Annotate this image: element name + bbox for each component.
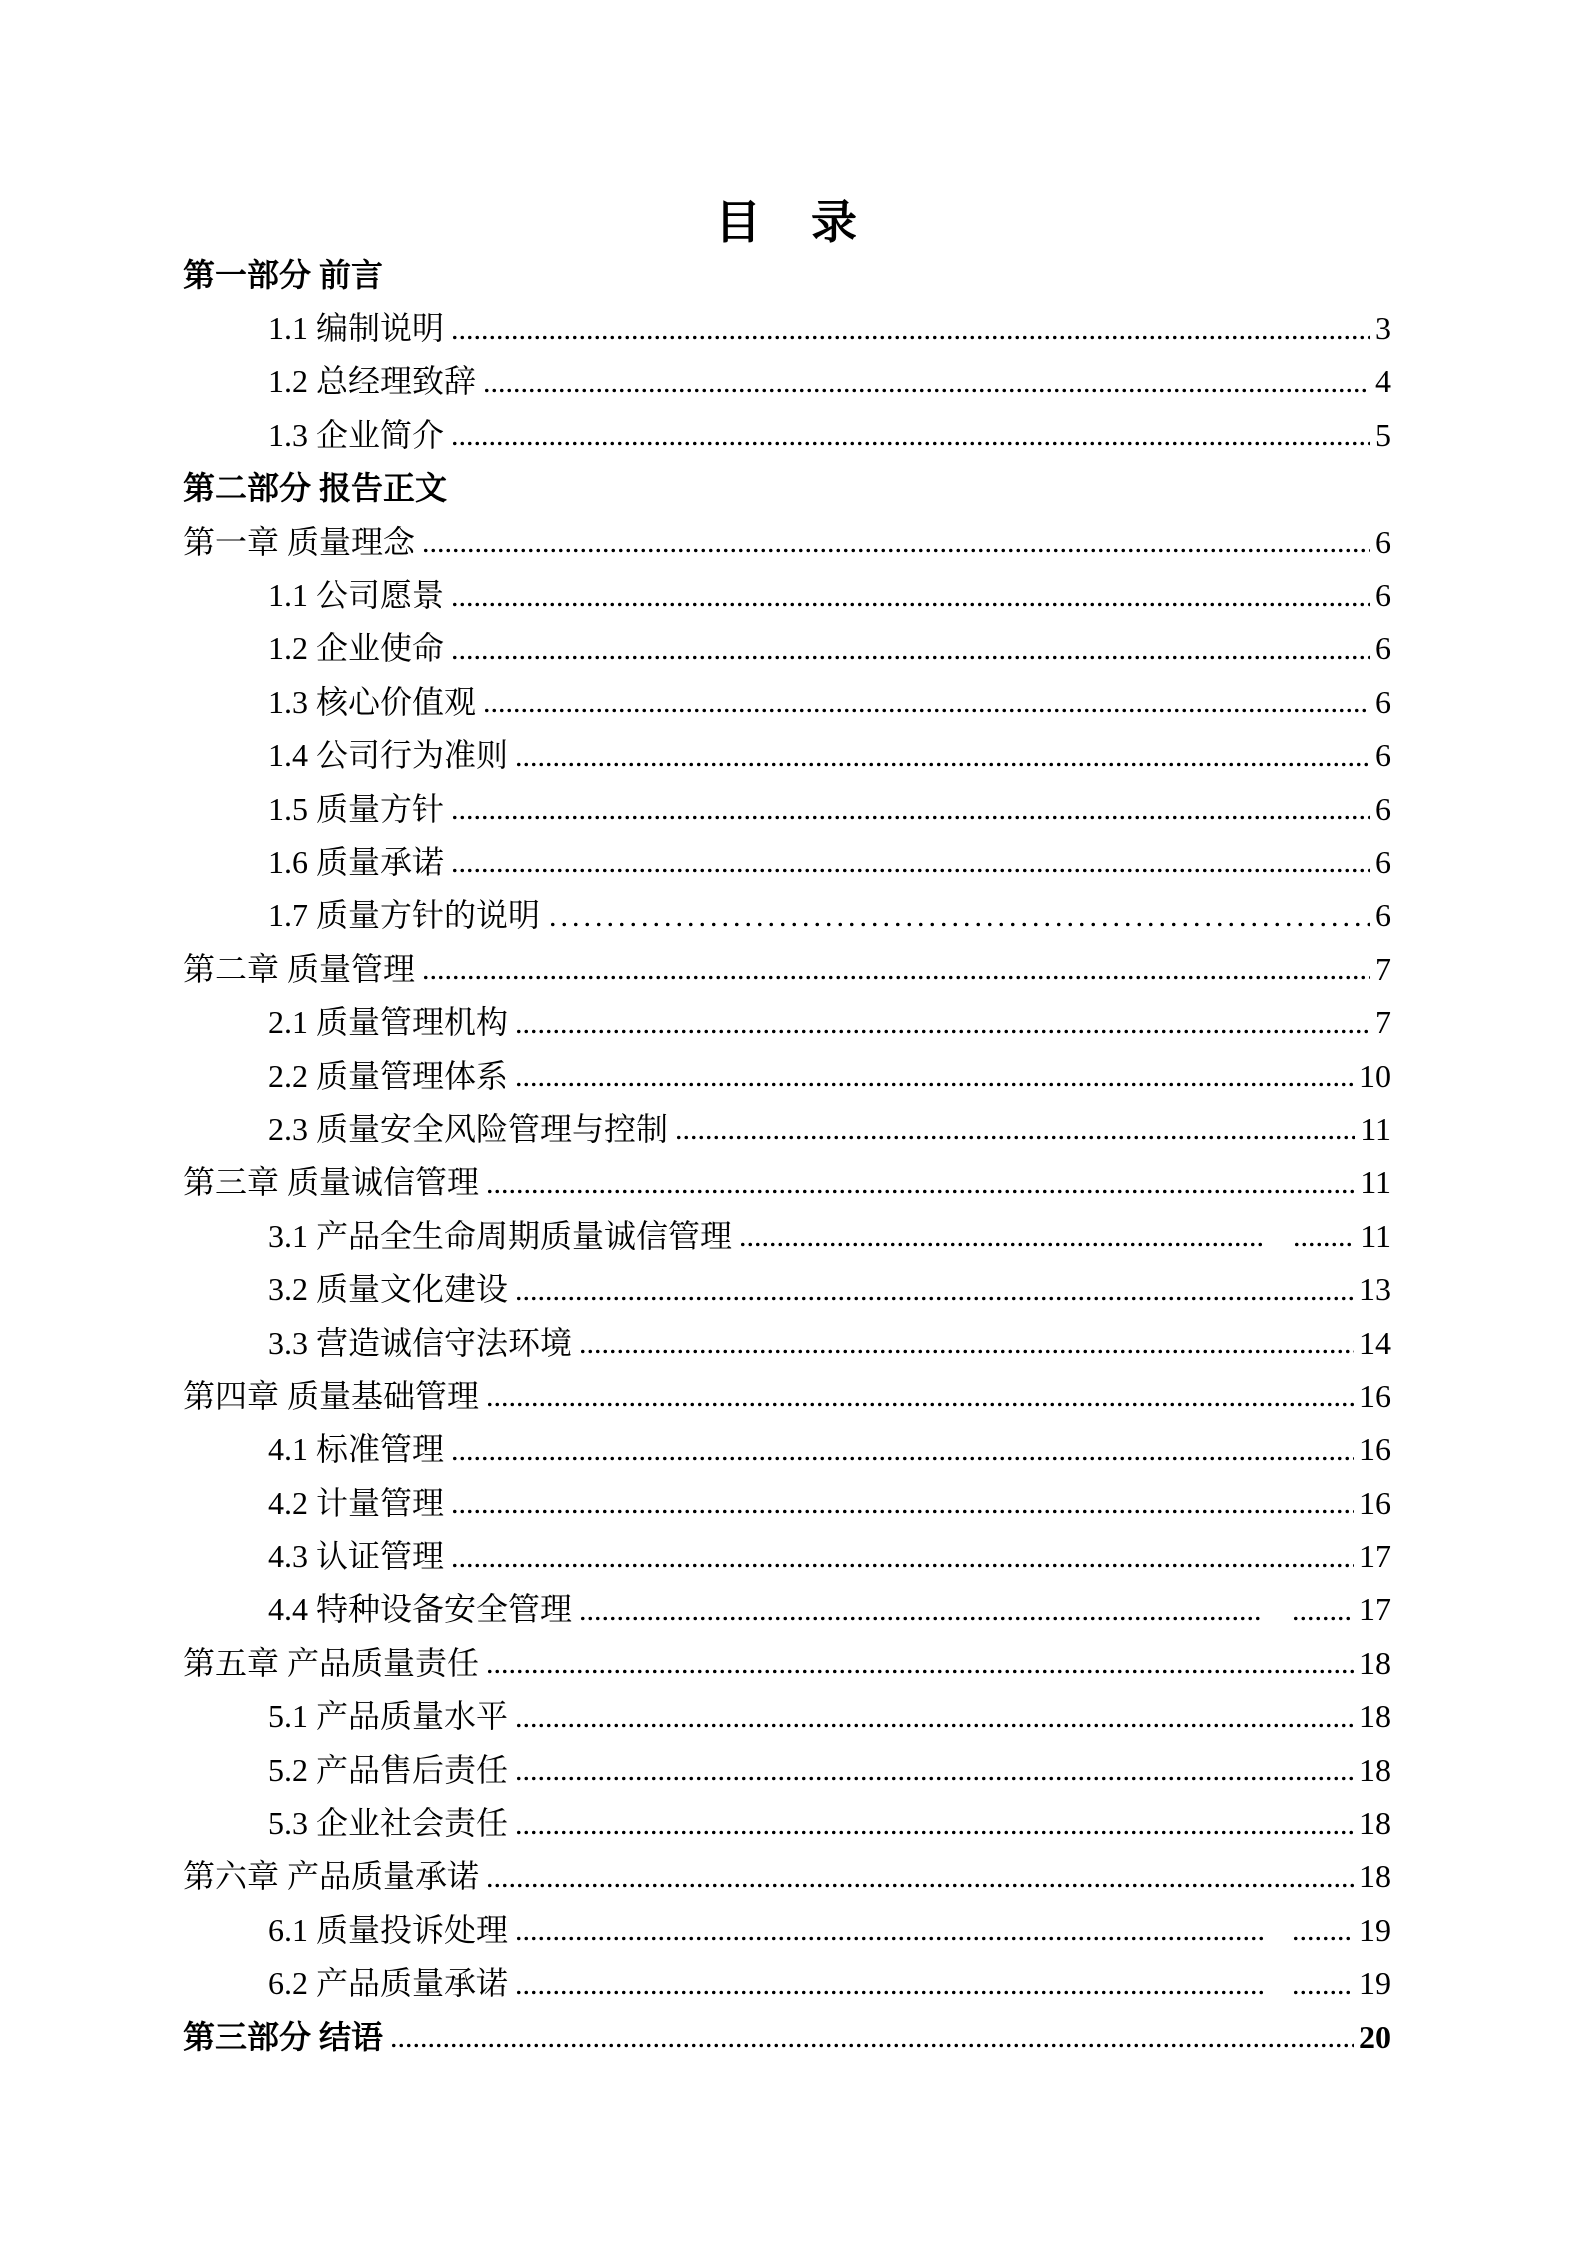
toc-entry-label: 第一章 质量理念 <box>183 523 416 560</box>
toc-entry <box>183 1903 1391 1956</box>
page-number: 7 <box>1375 1004 1391 1041</box>
page-number: 6 <box>1375 790 1391 827</box>
dot-leader <box>515 1990 1263 1995</box>
dot-leader <box>1292 1936 1354 1941</box>
toc-entry-label: 1.2 企业使命 <box>268 630 445 667</box>
toc-entry-label: 第三章 质量诚信管理 <box>183 1164 480 1201</box>
dot-leader <box>547 922 1370 927</box>
dot-leader <box>515 762 1370 767</box>
toc-entry-label: 4.3 认证管理 <box>268 1538 445 1575</box>
toc-entry-label: 1.2 总经理致辞 <box>268 363 477 400</box>
leader-gap <box>1268 1981 1292 1986</box>
dot-leader <box>451 1509 1354 1514</box>
dot-leader <box>515 1029 1370 1034</box>
page-number: 18 <box>1359 1644 1391 1681</box>
toc-entry-label: 6.1 质量投诉处理 <box>268 1911 509 1948</box>
dot-leader <box>579 1616 1263 1621</box>
toc-entry-label: 2.2 质量管理体系 <box>268 1057 509 1094</box>
leader-gap <box>1268 1927 1292 1932</box>
toc-entry-label: 1.4 公司行为准则 <box>268 737 509 774</box>
toc-entry <box>183 622 1391 675</box>
dot-leader <box>422 548 1370 553</box>
dot-leader <box>451 868 1370 873</box>
toc-entry-label: 3.2 质量文化建设 <box>268 1271 509 1308</box>
page-number: 6 <box>1375 737 1391 774</box>
toc-entry <box>183 1476 1391 1529</box>
page-number: 11 <box>1360 1164 1391 1201</box>
toc-entry-label: 2.1 质量管理机构 <box>268 1004 509 1041</box>
dot-leader <box>451 655 1370 660</box>
page-number: 6 <box>1375 843 1391 880</box>
page-number: 4 <box>1375 363 1391 400</box>
toc-entry <box>183 515 1391 568</box>
toc-entry <box>183 1796 1391 1849</box>
page-number: 11 <box>1360 1110 1391 1147</box>
page-number: 14 <box>1359 1324 1391 1361</box>
dot-leader <box>451 335 1370 340</box>
toc-title: 目 录 <box>715 197 859 248</box>
dot-leader <box>515 1723 1354 1728</box>
dot-leader <box>515 1082 1354 1087</box>
page-number: 16 <box>1359 1377 1391 1414</box>
toc-entry-label: 6.2 产品质量承诺 <box>268 1965 509 2002</box>
dot-leader <box>486 1669 1354 1674</box>
page-number: 6 <box>1375 683 1391 720</box>
dot-leader <box>515 1830 1354 1835</box>
page-number: 20 <box>1359 2018 1391 2055</box>
toc-entry <box>183 1262 1391 1315</box>
leader-gap <box>1269 1233 1293 1238</box>
toc-list <box>183 248 1391 2063</box>
toc-entry-label: 第三部分 结语 <box>183 2018 384 2055</box>
toc-entry-label: 1.3 企业简介 <box>268 416 445 453</box>
toc-entry <box>183 355 1391 408</box>
page-number: 11 <box>1360 1217 1391 1254</box>
toc-entry <box>183 729 1391 782</box>
page-number: 7 <box>1375 950 1391 987</box>
toc-entry-label: 3.3 营造诚信守法环境 <box>268 1324 573 1361</box>
toc-entry <box>183 889 1391 942</box>
toc-entry <box>183 1850 1391 1903</box>
page-number: 18 <box>1359 1858 1391 1895</box>
toc-entry <box>183 1636 1391 1689</box>
toc-entry <box>183 301 1391 354</box>
dot-leader <box>1292 1616 1354 1621</box>
page-number: 18 <box>1359 1805 1391 1842</box>
page-number: 16 <box>1359 1484 1391 1521</box>
dot-leader <box>515 1296 1354 1301</box>
dot-leader <box>1292 1990 1354 1995</box>
toc-entry <box>183 1743 1391 1796</box>
page-number: 19 <box>1359 1911 1391 1948</box>
page-number: 6 <box>1375 630 1391 667</box>
dot-leader <box>483 388 1370 393</box>
dot-leader <box>675 1135 1355 1140</box>
dot-leader <box>483 708 1370 713</box>
dot-leader <box>451 1456 1354 1461</box>
toc-entry-label: 1.3 核心价值观 <box>268 683 477 720</box>
toc-entry <box>183 568 1391 621</box>
toc-entry <box>183 248 1391 301</box>
dot-leader <box>451 602 1370 607</box>
toc-entry-label: 4.2 计量管理 <box>268 1484 445 1521</box>
toc-entry-label: 第二部分 报告正文 <box>183 470 448 507</box>
toc-entry-label: 1.6 质量承诺 <box>268 843 445 880</box>
toc-entry-label: 3.1 产品全生命周期质量诚信管理 <box>268 1217 733 1254</box>
toc-entry <box>183 1102 1391 1155</box>
toc-entry-label: 5.3 企业社会责任 <box>268 1805 509 1842</box>
toc-entry-label: 5.2 产品售后责任 <box>268 1751 509 1788</box>
leader-gap <box>1268 1607 1292 1612</box>
toc-entry <box>183 1529 1391 1582</box>
toc-entry <box>183 1316 1391 1369</box>
dot-leader <box>1293 1242 1355 1247</box>
toc-entry <box>183 1583 1391 1636</box>
toc-entry <box>183 1156 1391 1209</box>
toc-entry <box>183 1209 1391 1262</box>
page-number: 13 <box>1359 1271 1391 1308</box>
toc-entry <box>183 1423 1391 1476</box>
toc-entry-label: 1.1 编制说明 <box>268 310 445 347</box>
toc-entry-label: 2.3 质量安全风险管理与控制 <box>268 1110 669 1147</box>
toc-entry <box>183 942 1391 995</box>
dot-leader <box>515 1936 1263 1941</box>
dot-leader <box>515 1776 1354 1781</box>
toc-entry <box>183 675 1391 728</box>
dot-leader <box>422 975 1370 980</box>
toc-entry-label: 5.1 产品质量水平 <box>268 1698 509 1735</box>
dot-leader <box>579 1349 1354 1354</box>
toc-entry <box>183 2010 1391 2063</box>
toc-entry-label: 4.1 标准管理 <box>268 1431 445 1468</box>
toc-entry-label: 4.4 特种设备安全管理 <box>268 1591 573 1628</box>
page-number: 6 <box>1375 897 1391 934</box>
toc-entry <box>183 1690 1391 1743</box>
toc-entry-label: 1.7 质量方针的说明 <box>268 897 541 934</box>
toc-entry-label: 1.5 质量方针 <box>268 790 445 827</box>
page-number: 19 <box>1359 1965 1391 2002</box>
toc-entry <box>183 1957 1391 2010</box>
toc-entry-label: 第六章 产品质量承诺 <box>183 1858 480 1895</box>
page-number: 18 <box>1359 1698 1391 1735</box>
dot-leader <box>486 1402 1354 1407</box>
page-number: 3 <box>1375 310 1391 347</box>
page-number: 17 <box>1359 1538 1391 1575</box>
dot-leader <box>390 2043 1354 2048</box>
toc-entry <box>183 408 1391 461</box>
toc-entry <box>183 835 1391 888</box>
toc-entry-label: 1.1 公司愿景 <box>268 577 445 614</box>
toc-entry-label: 第一部分 前言 <box>183 256 384 293</box>
dot-leader <box>451 1563 1354 1568</box>
toc-entry-label: 第二章 质量管理 <box>183 950 416 987</box>
page-number: 6 <box>1375 577 1391 614</box>
toc-entry <box>183 462 1391 515</box>
page-number: 6 <box>1375 523 1391 560</box>
page-number: 17 <box>1359 1591 1391 1628</box>
toc-entry <box>183 995 1391 1048</box>
dot-leader <box>451 441 1370 446</box>
toc-entry <box>183 782 1391 835</box>
page-number: 16 <box>1359 1431 1391 1468</box>
toc-entry <box>183 1049 1391 1102</box>
dot-leader <box>739 1242 1264 1247</box>
page-number: 10 <box>1359 1057 1391 1094</box>
page-number: 5 <box>1375 416 1391 453</box>
dot-leader <box>451 815 1370 820</box>
toc-entry-label: 第四章 质量基础管理 <box>183 1377 480 1414</box>
toc-entry <box>183 1369 1391 1422</box>
page-number: 18 <box>1359 1751 1391 1788</box>
toc-entry-label: 第五章 产品质量责任 <box>183 1644 480 1681</box>
dot-leader <box>486 1883 1354 1888</box>
dot-leader <box>486 1189 1355 1194</box>
